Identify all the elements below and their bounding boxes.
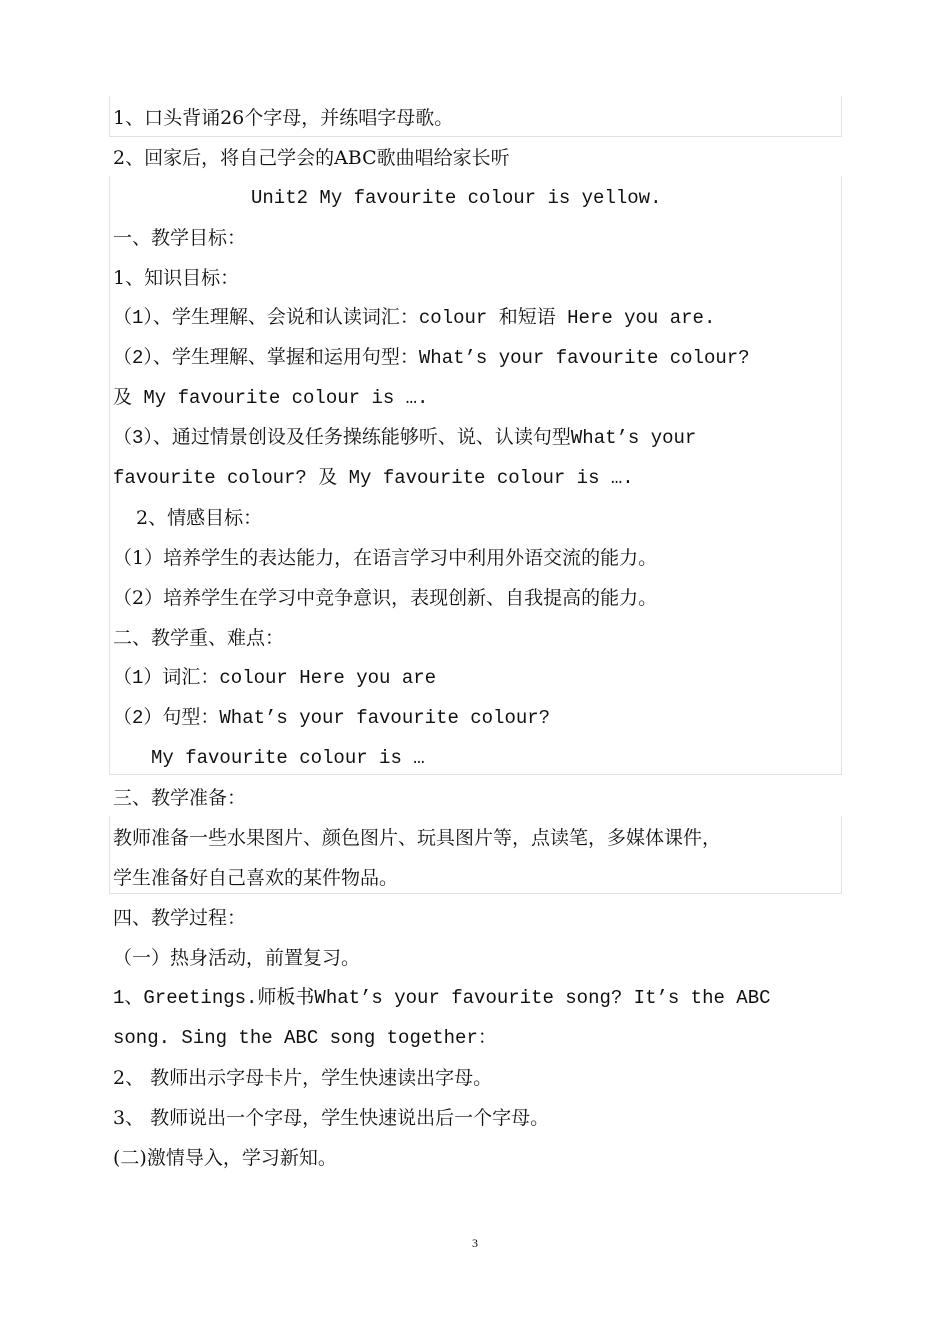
homework-item-2: 2、回家后，将自己学会的ABC歌曲唱给家长听 <box>113 147 510 169</box>
paragraph-line: （2）培养学生在学习中竞争意识，表现创新、自我提高的能力。 <box>113 587 658 609</box>
subsection-heading: （一）热身活动，前置复习。 <box>113 947 361 969</box>
paragraph-line: favourite colour? 及 My favourite colour is …. <box>113 467 634 489</box>
paragraph-line: 及 My favourite colour is …. <box>113 387 429 409</box>
paragraph-line: （1）培养学生的表达能力，在语言学习中利用外语交流的能力。 <box>113 547 658 569</box>
paragraph-line: song. Sing the ABC song together： <box>113 1027 497 1049</box>
paragraph-line: My favourite colour is … <box>151 747 425 769</box>
paragraph-line: （1）、学生理解、会说和认读词汇：colour 和短语 Here you are. <box>113 307 716 329</box>
paragraph-line: （2）、学生理解、掌握和运用句型：What’s your favourite colour? <box>113 347 750 369</box>
section-heading: 二、教学重、难点： <box>113 627 285 649</box>
subsection-heading: (二)激情导入，学习新知。 <box>113 1147 337 1169</box>
section-heading: 一、教学目标： <box>113 227 247 249</box>
unit-title: Unit2 My favourite colour is yellow. <box>251 187 662 209</box>
homework-item-1: 1、口头背诵26个字母，并练唱字母歌。 <box>113 107 454 129</box>
page-number: 3 <box>472 1236 478 1250</box>
paragraph-line: （2）句型：What’s your favourite colour? <box>113 707 551 729</box>
section-heading: 四、教学过程： <box>113 907 247 929</box>
section-heading: 三、教学准备： <box>113 787 247 809</box>
paragraph-line: 3、 教师说出一个字母，学生快速说出后一个字母。 <box>113 1107 550 1129</box>
paragraph-line: 教师准备一些水果图片、颜色图片、玩具图片等，点读笔，多媒体课件， <box>113 827 722 849</box>
paragraph-line: 1、Greetings.师板书What’s your favourite song? It’s the ABC <box>113 987 771 1009</box>
paragraph-line: 学生准备好自己喜欢的某件物品。 <box>113 867 399 889</box>
paragraph-line: （3）、通过情景创设及任务操练能够听、说、认读句型What’s your <box>113 427 697 449</box>
paragraph-line: 2、 教师出示字母卡片，学生快速读出字母。 <box>113 1067 493 1089</box>
paragraph-line: （1）词汇：colour Here you are <box>113 667 437 689</box>
subsection-heading: 1、知识目标： <box>113 267 240 289</box>
subsection-heading: 2、情感目标： <box>136 507 263 529</box>
